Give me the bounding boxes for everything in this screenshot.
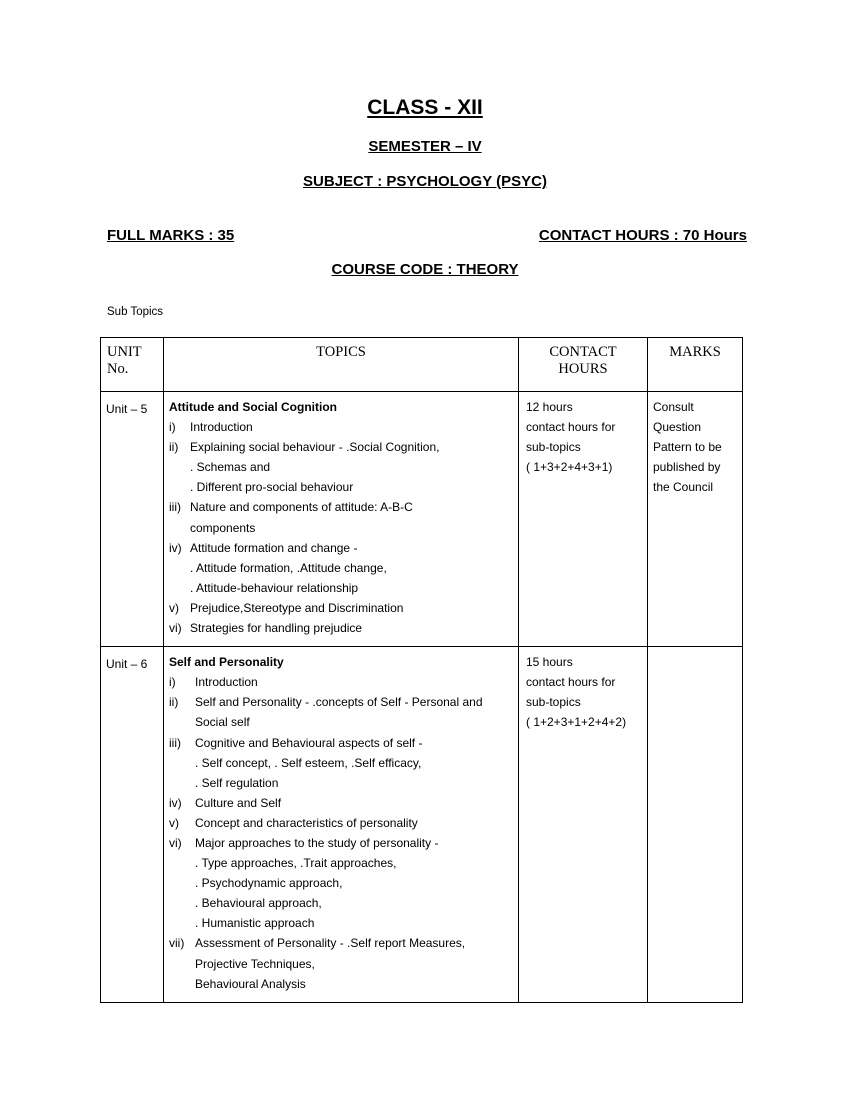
hours-cell: [519, 392, 648, 647]
topic-line: [169, 457, 514, 477]
hours-line: 15 hours: [526, 655, 573, 670]
topic-text: . Type approaches, .Trait approaches,: [195, 856, 397, 871]
topic-text: Attitude formation and change -: [190, 540, 358, 555]
topic-line: [169, 793, 514, 813]
subject-title: SUBJECT : PSYCHOLOGY (PSYC): [303, 173, 547, 190]
topic-text: Projective Techniques,: [195, 956, 315, 971]
topic-number: i): [169, 675, 176, 690]
topic-text: Cognitive and Behavioural aspects of self -: [195, 735, 423, 750]
hours-line: contact hours for: [526, 675, 616, 690]
topic-text: . Self concept, . Self esteem, .Self efficacy,: [195, 755, 422, 770]
topic-number: ii): [169, 695, 179, 710]
topic-line: [169, 753, 514, 773]
header-marks: MARKS: [648, 338, 743, 392]
topic-line: [169, 712, 514, 732]
topic-line: [169, 974, 514, 994]
marks-line: Question: [653, 420, 702, 435]
topic-text: Nature and components of attitude: A-B-C: [190, 500, 413, 515]
unit-cell: Unit – 6: [101, 647, 164, 1003]
table-body: [101, 392, 743, 1003]
topic-number: vi): [169, 835, 182, 850]
topic-text: . Self regulation: [195, 775, 279, 790]
semester-title: SEMESTER – IV: [368, 138, 482, 155]
unit-topic-title: Attitude and Social Cognition: [169, 400, 337, 414]
topic-line: [169, 578, 514, 598]
header-hours-line1: CONTACT: [549, 344, 617, 360]
hours-line: contact hours for: [526, 420, 616, 435]
header-topics: TOPICS: [164, 338, 519, 392]
topic-text: Assessment of Personality - .Self report Measures,: [195, 936, 466, 951]
topic-line: [169, 733, 514, 753]
topic-text: . Psychodynamic approach,: [195, 876, 343, 891]
unit-topic-title: Self and Personality: [169, 655, 284, 670]
topic-text: . Humanistic approach: [195, 916, 315, 931]
contact-hours: CONTACT HOURS : 70 Hours: [538, 227, 747, 244]
header-hours-line2: HOURS: [558, 361, 608, 377]
topic-line: [169, 497, 514, 517]
topic-text: . Behavioural approach,: [195, 896, 322, 911]
hours-line: 12 hours: [526, 400, 573, 414]
marks-line: published by: [653, 460, 721, 475]
topic-line: [169, 477, 514, 497]
topic-line: [169, 618, 514, 638]
marks-cell: [648, 647, 743, 1003]
topic-text: components: [190, 520, 256, 535]
topics-cell: [164, 647, 519, 1003]
topic-number: vii): [169, 936, 185, 951]
hours-line: ( 1+3+2+4+3+1): [526, 460, 613, 475]
topic-number: ii): [169, 440, 179, 455]
topic-text: Prejudice,Stereotype and Discrimination: [190, 600, 404, 615]
topic-line: [169, 893, 514, 913]
topic-number: v): [169, 815, 179, 830]
topic-line: [169, 692, 514, 712]
full-marks: FULL MARKS : 35: [107, 227, 235, 244]
topic-line: [169, 954, 514, 974]
topic-text: . Attitude formation, .Attitude change,: [190, 560, 387, 575]
topic-line: [169, 833, 514, 853]
topic-text: Strategies for handling prejudice: [190, 621, 363, 636]
topic-line: [169, 913, 514, 933]
topic-text: Introduction: [195, 675, 258, 690]
topic-text: Major approaches to the study of personality -: [195, 835, 439, 850]
topic-text: Behavioural Analysis: [195, 976, 306, 991]
header-hours: [519, 338, 648, 392]
topic-number: i): [169, 420, 176, 435]
class-title: CLASS - XII: [367, 96, 483, 119]
topic-line: [169, 672, 514, 692]
topic-text: Culture and Self: [195, 795, 282, 810]
hours-line: sub-topics: [526, 695, 581, 710]
topic-line: [169, 518, 514, 538]
topic-text: Concept and characteristics of personality: [195, 815, 418, 830]
topic-text: Introduction: [190, 420, 253, 435]
topic-number: v): [169, 600, 179, 615]
topics-cell: [164, 392, 519, 647]
hours-line: sub-topics: [526, 440, 581, 455]
sub-topics-label: Sub Topics: [107, 306, 164, 318]
unit-cell: Unit – 5: [101, 392, 164, 647]
topic-line: [169, 558, 514, 578]
topic-text: . Attitude-behaviour relationship: [190, 580, 359, 595]
topic-number: iv): [169, 540, 182, 555]
hours-cell: [519, 647, 648, 1003]
topic-number: iv): [169, 795, 182, 810]
header-unit: [101, 338, 164, 392]
topic-number: vi): [169, 621, 182, 636]
topic-line: [169, 873, 514, 893]
topic-number: iii): [169, 735, 181, 750]
topic-line: [169, 538, 514, 558]
hours-line: ( 1+2+3+1+2+4+2): [526, 715, 627, 730]
table-row: [101, 392, 743, 647]
topic-number: iii): [169, 500, 181, 515]
topic-line: [169, 598, 514, 618]
syllabus-table: [100, 337, 743, 1003]
topic-line: [169, 853, 514, 873]
topic-line: [169, 417, 514, 437]
marks-cell: [648, 392, 743, 647]
table-header-row: [101, 338, 743, 392]
topic-text: Explaining social behaviour - .Social Cognition,: [190, 440, 440, 455]
marks-line: Pattern to be: [653, 440, 722, 455]
topic-text: . Schemas and: [190, 460, 271, 475]
header-unit-line1: UNIT: [107, 344, 142, 360]
topic-line: [169, 437, 514, 457]
topic-text: Self and Personality - .concepts of Self - Personal and: [195, 695, 483, 710]
table-row: [101, 647, 743, 1003]
header-unit-line2: No.: [107, 361, 129, 377]
marks-line: the Council: [653, 480, 714, 495]
topic-text: . Different pro-social behaviour: [190, 480, 354, 495]
topic-line: [169, 813, 514, 833]
course-code: COURSE CODE : THEORY: [331, 261, 519, 278]
topic-line: [169, 933, 514, 953]
topic-line: [169, 773, 514, 793]
marks-line: Consult: [653, 400, 694, 414]
topic-text: Social self: [195, 715, 250, 730]
